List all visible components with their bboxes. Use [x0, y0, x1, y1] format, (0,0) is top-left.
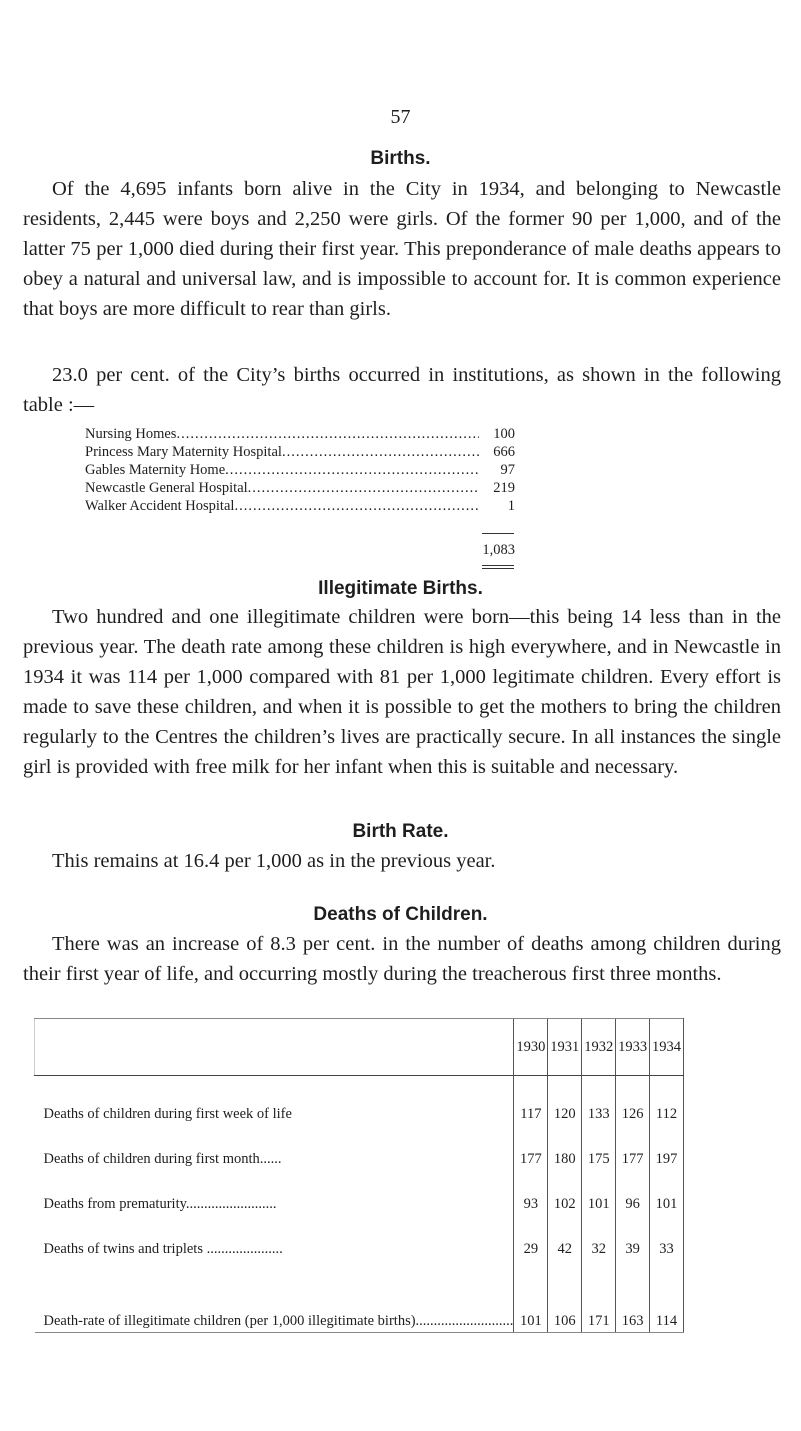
cell-value: 112: [650, 1076, 684, 1138]
year-header: 1934: [650, 1019, 684, 1076]
illegitimate-heading: Illegitimate Births.: [318, 578, 483, 599]
leader-dots: [176, 425, 479, 443]
cell-value: 175: [582, 1137, 616, 1182]
total-rule: [482, 533, 514, 534]
illegitimate-paragraph: Two hundred and one illegitimate children were born—this being 14 less than in the previous year. The death rate among these children is high everywhere, and in Newcastle in 1934 it was 114 per 1,000 compared with 81 per 1,000 legitimate children. Every effort is made to save these children, and when it is possible to get the mothers to bring the children regularly to the Centres the children’s lives are practically secure. In all instances the single girl is provided with free milk for her infant when this is suitable and necessary.: [23, 606, 781, 778]
institution-row: [85, 497, 515, 515]
deaths-children-paragraph: There was an increase of 8.3 per cent. in the number of deaths among children during their first year of life, and occurring mostly during the treacherous first three months.: [23, 933, 781, 985]
cell-value: 33: [650, 1227, 684, 1272]
row-label: Deaths from prematurity.........................: [43, 1196, 277, 1212]
cell-value: 106: [548, 1272, 582, 1333]
births-paragraph: Of the 4,695 infants born alive in the City in 1934, and belonging to Newcastle residents, 2,445 were boys and 2,250 were girls. Of the former 90 per 1,000, and of the latter 75 per 1,000 died during their first year. This preponderance of male deaths appears to obey a natural and universal law, and is impossible to account for. It is common experience that boys are more difficult to rear than girls.: [23, 178, 781, 320]
cell-value: 114: [650, 1272, 684, 1333]
institutions-table: [85, 425, 515, 515]
deaths-children-heading: Deaths of Children.: [313, 904, 488, 925]
year-header: 1931: [548, 1019, 582, 1076]
cell-value: 197: [650, 1137, 684, 1182]
row-label: Deaths of children during first month......: [43, 1151, 282, 1167]
institution-value: 100: [493, 426, 515, 442]
table-row: [35, 1272, 684, 1333]
cell-value: 177: [616, 1137, 650, 1182]
institutions-intro: 23.0 per cent. of the City’s births occurred in institutions, as shown in the following table :—: [23, 364, 781, 416]
table-corner: [35, 1019, 514, 1076]
cell-value: 126: [616, 1076, 650, 1138]
table-header-row: [35, 1019, 684, 1076]
cell-value: 42: [548, 1227, 582, 1272]
institution-row: [85, 425, 515, 443]
leader-dots: [282, 443, 479, 461]
birth-rate-paragraph: This remains at 16.4 per 1,000 as in the previous year.: [52, 850, 496, 872]
institution-name: Gables Maternity Home: [85, 462, 226, 478]
total-double-rule: [482, 565, 514, 569]
cell-value: 101: [514, 1272, 548, 1333]
year-header: 1933: [616, 1019, 650, 1076]
institution-row: [85, 443, 515, 461]
cell-value: 102: [548, 1182, 582, 1227]
birth-rate-heading: Birth Rate.: [352, 821, 449, 842]
cell-value: 101: [582, 1182, 616, 1227]
page-number: 57: [390, 106, 411, 128]
institution-name: Walker Accident Hospital: [85, 498, 235, 514]
table-row: [35, 1137, 684, 1182]
table-row: [35, 1227, 684, 1272]
cell-value: 117: [514, 1076, 548, 1138]
table-row: [35, 1076, 684, 1138]
cell-value: 101: [650, 1182, 684, 1227]
institution-value: 97: [500, 462, 515, 478]
deaths-table: [34, 1018, 684, 1333]
institution-row: [85, 461, 515, 479]
institution-value: 219: [493, 480, 515, 496]
cell-value: 96: [616, 1182, 650, 1227]
institution-value: 666: [493, 444, 515, 460]
cell-value: 180: [548, 1137, 582, 1182]
institution-name: Princess Mary Maternity Hospital: [85, 444, 282, 460]
cell-value: 32: [582, 1227, 616, 1272]
cell-value: 163: [616, 1272, 650, 1333]
cell-value: 177: [514, 1137, 548, 1182]
institution-name: Newcastle General Hospital: [85, 480, 248, 496]
births-heading: Births.: [370, 148, 431, 169]
leader-dots: [234, 497, 479, 515]
table-row: [35, 1182, 684, 1227]
institution-value: 1: [507, 498, 515, 514]
institution-name: Nursing Homes: [85, 426, 177, 442]
leader-dots: [225, 461, 479, 479]
leader-dots: [248, 479, 479, 497]
row-label: Deaths of children during first week of life: [43, 1106, 292, 1122]
year-header: 1932: [582, 1019, 616, 1076]
cell-value: 133: [582, 1076, 616, 1138]
institutions-total: 1,083: [482, 542, 515, 558]
cell-value: 171: [582, 1272, 616, 1333]
cell-value: 120: [548, 1076, 582, 1138]
institution-row: [85, 479, 515, 497]
year-header: 1930: [514, 1019, 548, 1076]
cell-value: 39: [616, 1227, 650, 1272]
row-label: Death-rate of illegitimate children (per 1,000 illegitimate births)...........................: [35, 1272, 514, 1333]
cell-value: 93: [514, 1182, 548, 1227]
cell-value: 29: [514, 1227, 548, 1272]
row-label: Deaths of twins and triplets .....................: [43, 1241, 283, 1257]
